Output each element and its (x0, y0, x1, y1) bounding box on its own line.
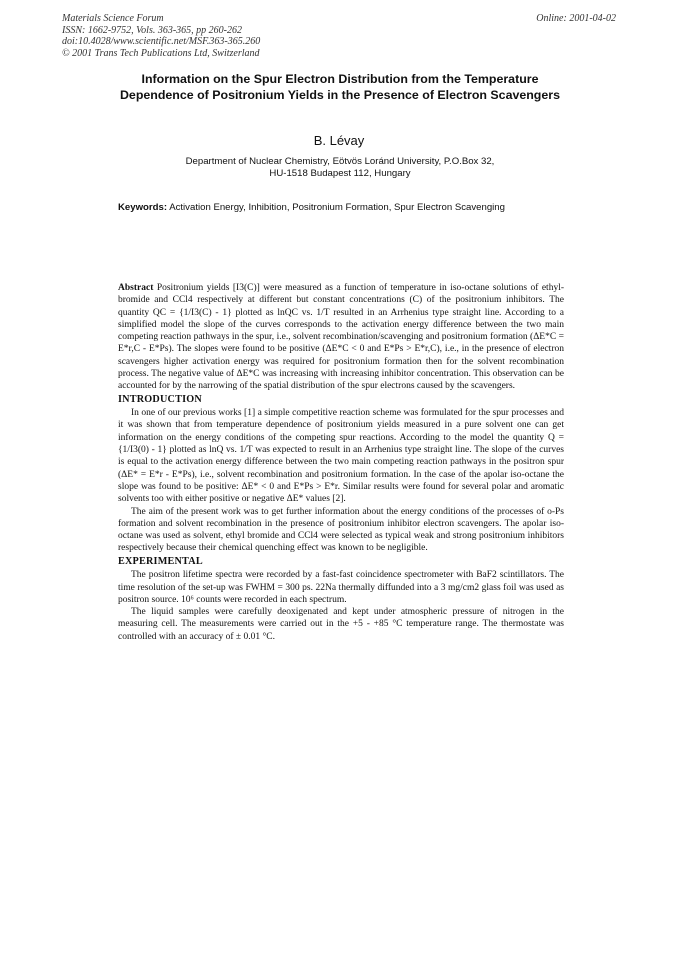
affiliation (120, 156, 560, 181)
affiliation-line-2: HU-1518 Budapest 112, Hungary (269, 168, 411, 180)
author-name: B. Lévay (313, 133, 365, 148)
experimental-paragraph-2: The liquid samples were carefully deoxigenated and kept under atmospheric pressure of nitrogen in the measuring cell. The measurements were carried out in the +5 - +85 °C temperature range. The thermostate was controlled with an accuracy of ± 0.01 °C. (118, 607, 564, 642)
doi-line: doi:10.4028/www.scientific.net/MSF.363-365.260 (62, 36, 261, 47)
keywords (118, 202, 578, 213)
online-date: Online: 2001-04-02 (536, 13, 616, 24)
keywords-label: Keywords: (118, 202, 168, 213)
issn-line: ISSN: 1662-9752, Vols. 363-365, pp 260-262 (62, 24, 242, 36)
experimental-heading: EXPERIMENTAL (118, 555, 203, 567)
introduction-heading: INTRODUCTION (118, 393, 202, 405)
abstract-label: Abstract (118, 283, 154, 293)
copyright-line: © 2001 Trans Tech Publications Ltd, Switzerland (62, 47, 260, 59)
journal-name: Materials Science Forum (62, 13, 164, 24)
keywords-text: Activation Energy, Inhibition, Positronium Formation, Spur Electron Scavenging (169, 202, 505, 213)
introduction-paragraph-2: The aim of the present work was to get further information about the energy conditions of the processes of o-Ps formation and solvent recombination in the presence of positronium inhibitor electron scavengers. The apolar iso-octane was used as solvent, ethyl bromide and CCl4 were selected as typical weak and strong positronium inhibitors respectively because their chemical quenching effect was known to be negligible. (118, 506, 564, 554)
paper-title: Information on the Spur Electron Distribution from the Temperature Dependence of Positronium Yields in the Presence of Electron Scavengers (119, 72, 560, 102)
affiliation-line-1: Department of Nuclear Chemistry, Eötvös Loránd University, P.O.Box 32, (185, 156, 495, 167)
publication-info (62, 13, 260, 59)
paper-body (118, 282, 564, 643)
abstract-text: Positronium yields [I3(C)] were measured as a function of temperature in iso-octane solutions of ethyl-bromide and CCl4 respectively at different but constant concentrations (C) of the positronium inhibitors. The quantity QC = {1/I3(C) - 1} plotted as lnQC vs. 1/T resulted in an Arrhenius type straight line. According to a simplified model the slope of the curves corresponds to the activation energy difference between the two main competing reaction pathways in the spur, i.e., solvent recombination/scavenging and positronium formation (ΔE*C = E*r,C - E*Ps). The slopes were found to be positive (ΔE*C < 0 and E*Ps > E*r,C), i.e., in the presence of electron scavengers higher activation energy was required for positronium formation then for the solvent recombination process. The negative value of ΔE*C was increasing with increasing inhibitor concentration. This observation can be accounted for by the narrowing of the spatial distribution of the spur electrons caused by the scavengers. (118, 283, 564, 392)
introduction-paragraph-1: In one of our previous works [1] a simple competitive reaction scheme was formulated for the spur processes and it was shown that from temperature dependence of positronium yields measured in a pure solvent one can get information on the energy conditions of the competing spur reactions. According to the model the quantity Q = {1/I3(0) - 1} plotted as lnQ vs. 1/T was expected to result in an Arrhenius type straight line. The slope of the curves is equal to the activation energy difference between the two main competing reaction pathways in the positron spur (ΔE* = E*r - E*Ps), i.e., solvent recombination and positronium formation. In the case of the apolar iso-octane the slope was found to be positive: ΔE* < 0 and E*Ps > E*r. Similar results were found for several polar and aromatic solvents too with either positive or negative ΔE* values [2]. (118, 408, 564, 505)
experimental-paragraph-1: The positron lifetime spectra were recorded by a fast-fast coincidence spectrometer with BaF2 scintillators. The time resolution of the set-up was FWHM = 300 ps. 22Na thermally diffunded into a 3 mg/cm2 glass foil was used as positron source. 10⁶ counts were recorded in each spectrum. (118, 570, 564, 605)
abstract (118, 282, 564, 393)
